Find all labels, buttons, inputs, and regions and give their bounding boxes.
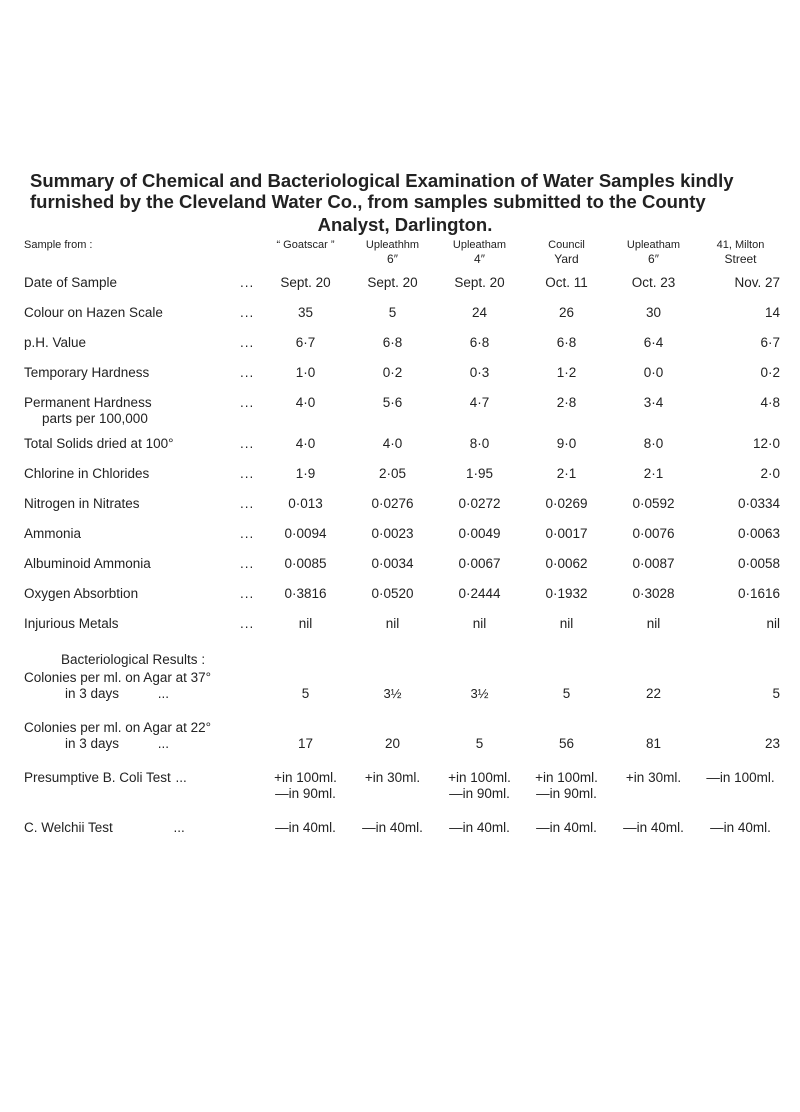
table-row xyxy=(24,586,784,616)
table-row xyxy=(24,526,784,556)
cell-value: 0·2444 xyxy=(458,586,501,601)
cell-value: nil xyxy=(646,616,661,631)
cell-value: 26 xyxy=(558,305,575,320)
row-label-text: Total Solids dried at 100° xyxy=(24,436,174,451)
table-row xyxy=(24,616,784,646)
column-name: Upleathhm xyxy=(365,239,420,251)
coli-value: +in 100ml. xyxy=(274,770,337,785)
row-dots: ... xyxy=(240,616,255,631)
cell-value: 6·8 xyxy=(469,335,490,350)
coli-value-2: —in 90ml. xyxy=(275,786,336,801)
coli-value-2 xyxy=(349,786,436,820)
header-column xyxy=(610,238,697,275)
agar22-days: in 3 days xyxy=(65,736,120,751)
agar22-value: 81 xyxy=(645,736,662,751)
cell-value: Sept. 20 xyxy=(280,275,331,290)
agar37-value: 3½ xyxy=(383,686,402,701)
column-sub: Yard xyxy=(554,252,579,266)
cell-value: 1·0 xyxy=(295,365,316,380)
cell-value: 0·3816 xyxy=(284,586,327,601)
row-label-text: Date of Sample xyxy=(24,275,118,290)
table-row xyxy=(24,466,784,496)
cell-value: 4·0 xyxy=(382,436,403,451)
column-sub: Street xyxy=(724,252,757,266)
welchii-value: —in 40ml. xyxy=(710,820,771,835)
coli-value: —in 100ml. xyxy=(706,770,775,785)
row-label xyxy=(24,436,262,466)
row-label xyxy=(24,526,262,556)
coli-value-2: —in 90ml. xyxy=(449,786,510,801)
cell-value: 0·0017 xyxy=(545,526,588,541)
cell-value: 2·1 xyxy=(643,466,664,481)
cell-value: nil xyxy=(766,616,780,631)
row-label-sub: parts per 100,000 xyxy=(42,411,148,426)
agar37-label: Colonies per ml. on Agar at 37° xyxy=(24,670,212,685)
cell-value: 2·0 xyxy=(760,466,780,481)
table-row xyxy=(24,395,784,436)
table-row xyxy=(24,770,784,786)
cell-value: 0·2 xyxy=(760,365,780,380)
header-sample-from: Sample from : xyxy=(24,239,93,251)
coli-value-2: —in 90ml. xyxy=(536,786,597,801)
cell-value: 0·0049 xyxy=(458,526,501,541)
cell-value: 0·1616 xyxy=(737,586,780,601)
cell-value: 6·8 xyxy=(382,335,403,350)
cell-value: 0·0094 xyxy=(284,526,327,541)
row-dots: ... xyxy=(240,275,255,290)
cell-value: 0·1932 xyxy=(545,586,588,601)
cell-value: 4·8 xyxy=(760,395,780,410)
cell-value: 0·0063 xyxy=(737,526,780,541)
cell-value: 0·0592 xyxy=(632,496,675,511)
coli-value: +in 100ml. xyxy=(448,770,511,785)
row-dots: ... xyxy=(157,686,170,701)
agar22-value: 17 xyxy=(297,736,314,751)
row-dots: ... xyxy=(240,436,255,451)
table-row xyxy=(24,436,784,466)
agar22-value: 56 xyxy=(558,736,575,751)
row-label-text: Permanent Hardness xyxy=(24,395,152,410)
agar37-value: 22 xyxy=(645,686,662,701)
cell-value: 4·0 xyxy=(295,395,316,410)
row-label xyxy=(24,365,262,395)
row-dots: ... xyxy=(240,496,255,511)
bacteriological-heading: Bacteriological Results : xyxy=(61,652,206,667)
cell-value: 30 xyxy=(645,305,662,320)
table-row xyxy=(24,670,784,686)
cell-value: 0·0520 xyxy=(371,586,414,601)
table-row xyxy=(24,736,784,770)
cell-value: 0·0058 xyxy=(737,556,780,571)
row-label xyxy=(24,335,262,365)
cell-value: nil xyxy=(559,616,574,631)
agar22-sub-label xyxy=(24,736,262,770)
table-row xyxy=(24,820,784,836)
row-label xyxy=(24,556,262,586)
agar22-value: 5 xyxy=(475,736,484,751)
row-dots: ... xyxy=(240,365,255,380)
water-analysis-table xyxy=(24,238,784,836)
column-name: 41, Milton xyxy=(716,239,765,251)
cell-value: 3·4 xyxy=(643,395,664,410)
table-row xyxy=(24,365,784,395)
cell-value: 1·2 xyxy=(556,365,577,380)
cell-value: 0·3028 xyxy=(632,586,675,601)
cell-value: nil xyxy=(298,616,313,631)
row-label-text: Albuminoid Ammonia xyxy=(24,556,151,571)
row-label xyxy=(24,305,262,335)
table-row xyxy=(24,786,784,820)
cell-value: 0·2 xyxy=(382,365,403,380)
cell-value: 4·0 xyxy=(295,436,316,451)
row-label-text: p.H. Value xyxy=(24,335,87,350)
cell-value: 8·0 xyxy=(643,436,664,451)
cell-value: 8·0 xyxy=(469,436,490,451)
row-dots: ... xyxy=(175,770,187,785)
cell-value: 0·0076 xyxy=(632,526,675,541)
cell-value: 0·0023 xyxy=(371,526,414,541)
cell-value: 0·0062 xyxy=(545,556,588,571)
row-dots: ... xyxy=(240,335,255,350)
cell-value: 6·7 xyxy=(760,335,780,350)
column-sub: 4″ xyxy=(474,252,485,266)
row-dots: ... xyxy=(240,305,255,320)
welchii-value: —in 40ml. xyxy=(623,820,684,835)
cell-value: 9·0 xyxy=(556,436,577,451)
cell-value: 6·7 xyxy=(295,335,316,350)
row-label xyxy=(24,496,262,526)
cell-value: 0·013 xyxy=(288,496,323,511)
cell-value: Sept. 20 xyxy=(367,275,418,290)
agar37-days: in 3 days xyxy=(65,686,120,701)
cell-value: 6·4 xyxy=(643,335,664,350)
row-label-text: Temporary Hardness xyxy=(24,365,150,380)
cell-value: 0·0067 xyxy=(458,556,501,571)
cell-value: 2·1 xyxy=(556,466,577,481)
cell-value: 0·0272 xyxy=(458,496,501,511)
cell-value: 5 xyxy=(388,305,397,320)
row-label xyxy=(24,395,262,436)
cell-value: 6·8 xyxy=(556,335,577,350)
welchii-value: —in 40ml. xyxy=(536,820,597,835)
column-name: “ Goatscar ” xyxy=(276,239,335,251)
header-column xyxy=(262,238,349,275)
row-label-text: Oxygen Absorbtion xyxy=(24,586,139,601)
column-name: Upleatham xyxy=(452,239,507,251)
table-row xyxy=(24,335,784,365)
cell-value: Oct. 11 xyxy=(545,275,588,290)
welchii-value: —in 40ml. xyxy=(275,820,336,835)
row-label xyxy=(24,586,262,616)
row-label-text: Colour on Hazen Scale xyxy=(24,305,163,320)
cell-value: 12·0 xyxy=(752,436,780,451)
title-line-3: Analyst, Darlington. xyxy=(317,214,493,235)
agar22-label: Colonies per ml. on Agar at 22° xyxy=(24,720,212,735)
row-dots: ... xyxy=(240,526,255,541)
row-label xyxy=(24,616,262,646)
coli-value-2 xyxy=(697,786,784,820)
cell-value: 2·05 xyxy=(378,466,407,481)
document-title xyxy=(30,170,780,235)
coli-label xyxy=(24,770,262,786)
coli-value-2 xyxy=(610,786,697,820)
cell-value: 0·0087 xyxy=(632,556,675,571)
welchii-value: —in 40ml. xyxy=(362,820,423,835)
column-sub: 6″ xyxy=(648,252,659,266)
cell-value: 0·0334 xyxy=(737,496,780,511)
welchii-label xyxy=(24,820,262,836)
row-dots: ... xyxy=(240,556,255,571)
row-dots: ... xyxy=(173,820,185,835)
cell-value: 1·95 xyxy=(465,466,494,481)
cell-value: 4·7 xyxy=(469,395,490,410)
column-name: Council xyxy=(548,239,585,251)
row-label-text: Nitrogen in Nitrates xyxy=(24,496,140,511)
agar22-value: 23 xyxy=(764,736,780,751)
cell-value: 0·0034 xyxy=(371,556,414,571)
header-column xyxy=(523,238,610,275)
agar37-value: 5 xyxy=(301,686,310,701)
row-dots: ... xyxy=(240,586,255,601)
title-line-2: furnished by the Cleveland Water Co., from samples submitted to the County xyxy=(30,191,706,212)
agar37-sub-label xyxy=(24,686,262,720)
header-column xyxy=(349,238,436,275)
cell-value: 0·3 xyxy=(469,365,490,380)
cell-value: 24 xyxy=(471,305,488,320)
coli-value: +in 100ml. xyxy=(535,770,598,785)
cell-value: Nov. 27 xyxy=(734,275,780,290)
agar22-value: 20 xyxy=(384,736,401,751)
table-row xyxy=(24,275,784,305)
table-header-row xyxy=(24,238,784,275)
row-label xyxy=(24,275,262,305)
row-label xyxy=(24,466,262,496)
title-line-1: Summary of Chemical and Bacteriological Examination of Water Samples kindly xyxy=(30,170,734,191)
bacteriological-heading-row xyxy=(24,646,784,670)
cell-value: 0·0276 xyxy=(371,496,414,511)
coli-value: +in 30ml. xyxy=(364,770,421,785)
cell-value: 0·0269 xyxy=(545,496,588,511)
cell-value: 35 xyxy=(297,305,314,320)
table-row xyxy=(24,305,784,335)
column-name: Upleatham xyxy=(626,239,681,251)
header-column xyxy=(697,238,784,275)
coli-text: Presumptive B. Coli Test xyxy=(24,770,171,785)
cell-value: 1·9 xyxy=(295,466,316,481)
welchii-value: —in 40ml. xyxy=(449,820,510,835)
column-sub: 6″ xyxy=(387,252,398,266)
agar37-value: 3½ xyxy=(470,686,489,701)
row-dots: ... xyxy=(240,395,255,410)
row-dots: ... xyxy=(240,466,255,481)
welchii-text: C. Welchii Test xyxy=(24,820,113,835)
row-dots: ... xyxy=(157,736,170,751)
cell-value: Oct. 23 xyxy=(631,275,676,290)
cell-value: 5·6 xyxy=(382,395,403,410)
row-label-text: Chlorine in Chlorides xyxy=(24,466,150,481)
row-label-text: Injurious Metals xyxy=(24,616,119,631)
coli-value: +in 30ml. xyxy=(625,770,682,785)
table-row xyxy=(24,686,784,720)
row-label-text: Ammonia xyxy=(24,526,82,541)
agar37-value: 5 xyxy=(562,686,571,701)
cell-value: nil xyxy=(472,616,487,631)
cell-value: nil xyxy=(385,616,400,631)
cell-value: 0·0 xyxy=(643,365,664,380)
cell-value: 14 xyxy=(764,305,780,320)
cell-value: 2·8 xyxy=(556,395,577,410)
table-row xyxy=(24,556,784,586)
header-column xyxy=(436,238,523,275)
agar37-value: 5 xyxy=(772,686,780,701)
table-row xyxy=(24,496,784,526)
cell-value: Sept. 20 xyxy=(454,275,505,290)
table-row xyxy=(24,720,784,736)
cell-value: 0·0085 xyxy=(284,556,327,571)
